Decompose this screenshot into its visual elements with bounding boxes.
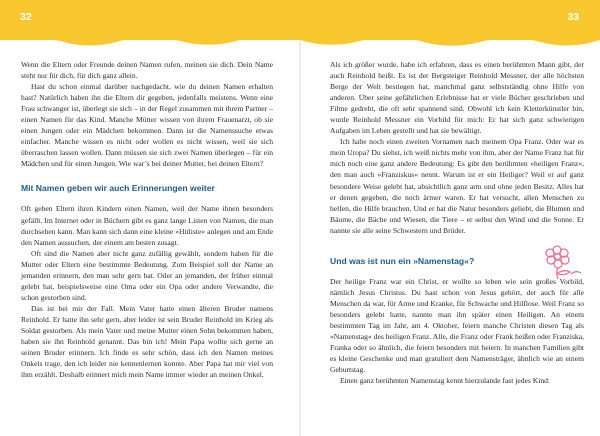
- paragraph: Hast du schon einmal darüber nachgedacht, wie du deinen Namen erhalten hast? Natürlich haben ihn die Eltern dir gegeben, jedenfalls meistens. Wenn eine Frau schwanger ist, überlegt sie sich – in der Regel zusammen mit ihrem Partner – einen Namen für das Kind. Manche Mütter wissen von ihrem Frauenarzt, ob sie einen Jungen oder ein Mädchen bekommen. Dann ist die Namenssuche etwas einfacher. Manche wissen es nicht oder wollen es nicht wissen, weil sie sich überraschen lassen wollen. Dann müssen sie sich zwei Namen überlegen – für ein Mädchen und für einen Jungen. Wie war’s bei deiner Mutter, bei deinen Eltern?: [21, 82, 273, 169]
- paragraph: Einen ganz berühmten Namenstag kennt hierzulande fast jedes Kind:: [340, 376, 551, 386]
- book-gutter: [299, 40, 301, 436]
- flower-icon: [541, 244, 583, 280]
- paragraph: Oft geben Eltern ihren Kindern einen Namen, weil der Name ihnen besonders gefällt. Im Internet oder in Büchern gibt es ganz lange Listen von Namen, die man durchsehen kann. Man kann sich dann eine kleine »Hitliste« anlegen und am Ende den Namen aussuchen, der einem am besten zusagt.: [21, 204, 273, 247]
- page-number-right: 33: [567, 11, 579, 23]
- paragraph: Als ich größer wurde, habe ich erfahren, dass es einen berühmten Mann gibt, der auch Reinhold heißt. Es ist der Bergsteiger Reinhold Messner, der alle höchsten Berge der Welt bestiegen hat, manchmal ganz selbstständig ohne Hilfe von anderen. Über seine gefährlichen Erlebnisse hat er viele Bücher geschrieben und Filme gedreht, die oft sehr spannend sind. Obwohl ich kein Kletterkünstler bin, wurde Reinhold Messner ein Vorbild für mich: Er hat sich ganz schwierigen Aufgaben im Leben gestellt und hat sie bewältigt.: [330, 60, 584, 136]
- paragraph: Der heilige Franz war ein Christ, er wollte so leben wie sein großes Vorbild, nämlich Jesus Christus. Du hast schon von Jesus gehört, der auch für alle Menschen da war, für Arme und Kranke, für Schwache und Hilflose. Weil Franz so besonders gelebt hatte, nannte man ihn später einen Heiligen. An einem bestimmten Tag im Jahr, am 4. Oktober, feiern manche Christen diesen Tag als »Namenstag« des heiligen Franz. Alle, die Franz oder Frank heißen oder Franziska, Franka oder so ähnlich, die feiern besonders mit heiern. In manchen Familien gibt es kleine Geschenke und man gratuliert dem Namensträger, ähnlich wie an einem Geburtstag.: [330, 276, 584, 375]
- section-heading: Mit Namen geben wir auch Erinnerungen weiter: [21, 183, 215, 194]
- left-page-text: [21, 59, 273, 380]
- paragraph: Das ist bei mir der Fall. Mein Vater hatte einen älteren Bruder namens Reinhold. Er hatte ihn sehr gern, aber leider ist sein Bruder Reinhold im Krieg als Soldat gestorben. Als mein Vater und meine Mutter einen Sohn bekommen haben, haben sie ihn Reinhold genannt. Das bin ich! Mein Papa wollte sich gerne an seinen Bruder erinnern. Ich finde es sehr schön, dass ich den Namen meines Onkels trage, den ich leider nie kennenlernen konnte. Aber Papa hat mir viel von ihm erzählt. Deshalb erinnert mich mein Name immer wieder an meinen Onkel.: [21, 303, 273, 380]
- paragraph: Ich habe noch einen zweiten Vornamen nach meinem Opa Franz. Oder war es mein Uropa? Du siehst, ich weiß nichts mehr von ihm, aber der Name Franz hat für mich noch eine ganz andere Bedeutung: Es gibt den berühmten »heiligen Franz«, den man auch »Franziskus« nennt. Warum ist er ein Heiliger? Weil er auf ganz besondere Weise gelebt hat, absichtlich ganz arm und ohne jeden Besitz. Alles hat er denen gegeben, die noch ärmer waren. Er hat versucht, allen Menschen zu helfen, die Hilfe brauchen. Und er hat die Natur besonders geliebt, die Blumen und Bäume, die Bäche und Wiesen, die Tiere – er selbst den Wind und die Sonne. Er nannte sie alle seine Schwestern und Brüder.: [330, 137, 584, 235]
- page-number-left: 32: [20, 11, 32, 23]
- paragraph: Wenn die Eltern oder Freunde deinen Namen rufen, meinen sie dich. Dein Name steht nur für dich, für dich ganz allein.: [21, 60, 273, 81]
- paragraph: Oft sind die Namen aber nicht ganz zufällig gewählt, sondern haben für die Mutter oder Eltern eine bestimmte Bedeutung. Zum Beispiel soll der Name an jemanden erinnern, den man sehr gern hat. Oder an jemanden, der früher einmal gelebt hat, beispielsweise eine Oma oder ein Opa oder andere Verwandte, die schon gestorben sind.: [21, 248, 273, 302]
- right-page-text: [330, 59, 584, 386]
- section-heading: Und was ist nun ein »Namenstag«?: [330, 255, 475, 266]
